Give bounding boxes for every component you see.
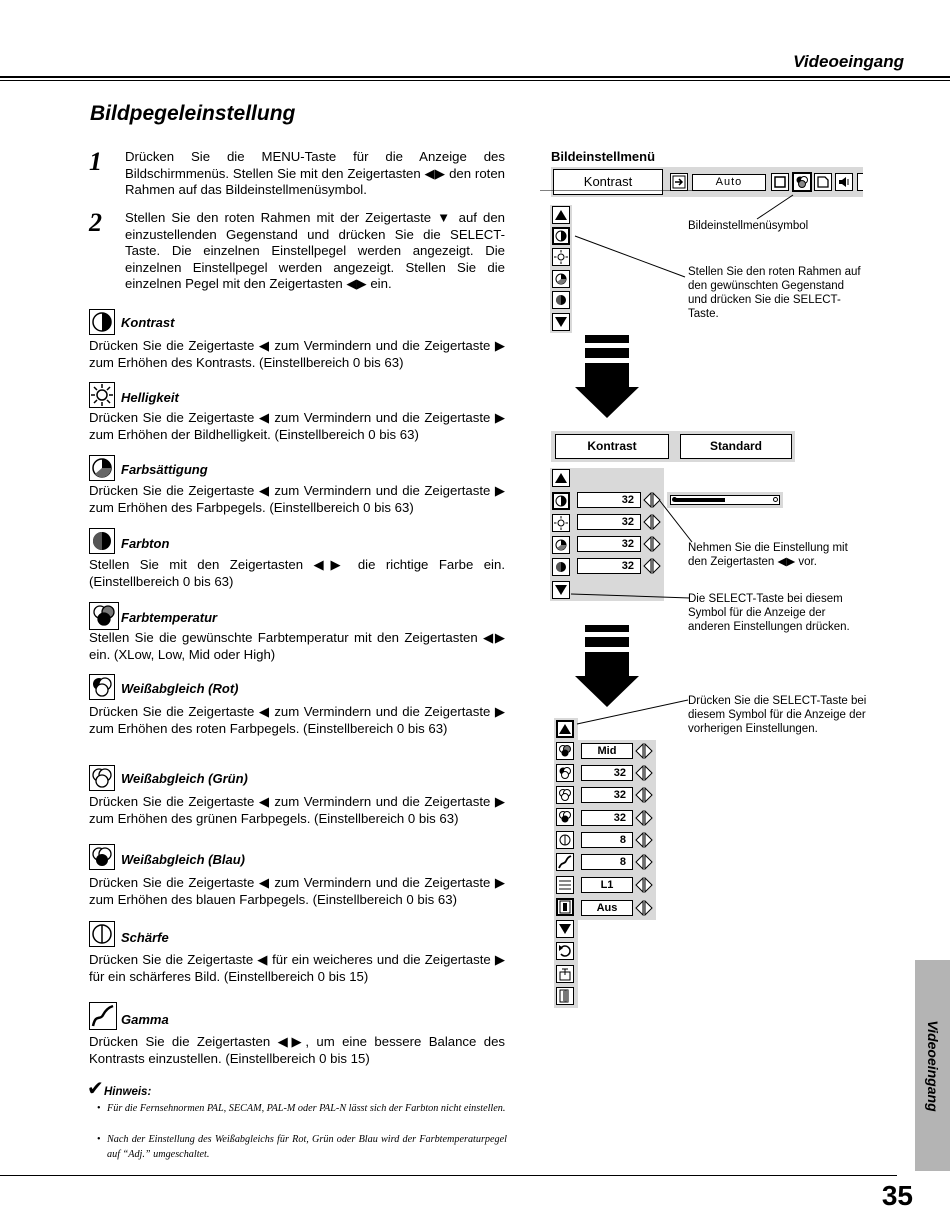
up-arrow-icon[interactable] [556, 720, 574, 738]
tint-icon [89, 528, 115, 554]
brightness-icon[interactable] [552, 514, 570, 532]
sound-icon [835, 173, 853, 191]
section-body-tint: Stellen Sie mit den Zeigertasten ◀▶ die richtige Farbe ein. (Einstellbereich 0 bis 63) [89, 557, 505, 589]
up-arrow-icon[interactable] [552, 469, 570, 487]
menu2-value-tint: 32 [577, 558, 641, 574]
note-item [97, 1101, 507, 1116]
sharpness-icon [89, 921, 115, 947]
label-select-item: Stellen Sie den roten Rahmen auf den gewünschten Gegenstand und drücken Sie die SELECT-Taste. [688, 266, 861, 320]
menu1-mode-box[interactable]: Kontrast [553, 169, 663, 195]
note-title: Hinweis: [104, 1086, 152, 1098]
store-icon[interactable] [556, 965, 574, 983]
section-title-gamma: Gamma [121, 1012, 169, 1027]
callout-lines-2 [570, 500, 695, 600]
sharpness-icon[interactable] [556, 831, 574, 849]
setting-icon [814, 173, 832, 191]
section-title-tint: Farbton [121, 536, 170, 551]
left-right-arrows-icon[interactable] [635, 900, 653, 916]
white-balance-blue-icon [89, 844, 115, 870]
section-body-color-temp: Stellen Sie die gewünschte Farbtemperatur mit den Zeigertasten ◀▶ ein. (XLow, Low, Mid oder High) [89, 630, 505, 662]
note-item [97, 1132, 507, 1162]
down-arrow-icon[interactable] [552, 581, 570, 599]
white-balance-green-icon [89, 765, 115, 791]
color-saturation-icon [89, 455, 115, 481]
down-arrow-icon[interactable] [552, 313, 570, 331]
tint-icon[interactable] [552, 291, 570, 309]
menu2-value-contrast: 32 [577, 492, 641, 508]
left-right-arrows-icon[interactable] [635, 810, 653, 826]
menu1-source-box[interactable]: Auto [692, 174, 766, 191]
checkmark-icon: ✔ [87, 1078, 104, 1100]
down-arrow-large-icon [575, 363, 639, 418]
section-title-wb-blue: Weißabgleich (Blau) [121, 852, 245, 867]
side-tab-label: Videoeingang [924, 1019, 941, 1112]
step-1-text: Drücken Sie die MENU-Taste für die Anzeige des Bildschirmmenüs. Stellen Sie mit den Zeigertasten ◀▶ den roten Rahmen auf das Bildeinstellmenüsymbol. [125, 149, 505, 197]
color-temperature-icon [89, 602, 119, 630]
menu3-value-wb-blue: 32 [581, 810, 633, 826]
page-title: Bildpegeleinstellung [90, 102, 296, 125]
gamma-icon[interactable] [556, 853, 574, 871]
step-2-number: 2 [89, 208, 102, 237]
menu2-value-brightness: 32 [577, 514, 641, 530]
section-title-color-temp: Farbtemperatur [121, 610, 218, 625]
section-body-wb-blue: Drücken Sie die Zeigertaste ◀ zum Vermindern und die Zeigertaste ▶ zum Erhöhen des blauen Farbpegels. (Einstellbereich 0 bis 63) [89, 875, 505, 907]
white-balance-green-icon[interactable] [556, 786, 574, 804]
left-right-arrows-icon[interactable] [635, 787, 653, 803]
section-body-gamma: Drücken Sie die Zeigertasten ◀▶, um eine bessere Balance des Kontrasts einzustellen. (Einstellbereich 0 bis 15) [89, 1034, 505, 1066]
noise-reduction-icon[interactable] [556, 876, 574, 894]
menu3-value-wb-red: 32 [581, 765, 633, 781]
section-body-brightness: Drücken Sie die Zeigertaste ◀ zum Vermindern und die Zeigertaste ▶ zum Erhöhen der Bildhelligkeit. (Einstellbereich 0 bis 63) [89, 410, 505, 442]
step-2-text: Stellen Sie den roten Rahmen mit der Zeigertaste ▼ auf den einzustellenden Gegenstand und drücken Sie die SELECT-Taste. Die einzelnen Einstellpegel werden angezeigt. Die einzelnen Einstellpegel werden angezeigt. Stellen Sie die einzelnen Pegel mit den Zeigertasten ◀▶ ein. [125, 210, 505, 291]
callout-lines-1 [540, 190, 700, 290]
menu2-preset-box[interactable]: Standard [680, 434, 792, 459]
page-number: 35 [881, 1180, 913, 1211]
tint-icon[interactable] [552, 558, 570, 576]
section-body-wb-green: Drücken Sie die Zeigertaste ◀ zum Vermindern und die Zeigertaste ▶ zum Erhöhen des grünen Farbpegels. (Einstellbereich 0 bis 63) [89, 794, 505, 826]
menu3-value-gamma: 8 [581, 854, 633, 870]
menu3-value-sharpness: 8 [581, 832, 633, 848]
label-next-page: Die SELECT-Taste bei diesem Symbol für die Anzeige der anderen Einstellungen drücken. [688, 593, 850, 633]
bullet: • [97, 1103, 101, 1114]
menu3-value-noise-reduction: L1 [581, 877, 633, 893]
header-rule-thin [0, 80, 950, 81]
color-saturation-icon[interactable] [552, 536, 570, 554]
quit-icon[interactable] [556, 987, 574, 1005]
contrast-icon [89, 309, 115, 335]
arrow-bar-1 [585, 625, 629, 632]
footer-rule [0, 1175, 897, 1176]
menu3-value-progressive: Aus [581, 900, 633, 916]
left-right-arrows-icon[interactable] [635, 743, 653, 759]
label-prev-page: Drücken Sie die SELECT-Taste bei diesem Symbol für die Anzeige der vorherigen Einstellungen. [688, 695, 867, 735]
menu3-value-wb-green: 32 [581, 787, 633, 803]
label-menu-symbol: Bildeinstellmenüsymbol [688, 220, 809, 232]
header-rule-thick [0, 76, 950, 78]
left-right-arrows-icon[interactable] [635, 765, 653, 781]
screen-icon [771, 173, 789, 191]
section-title-brightness: Helligkeit [121, 390, 179, 405]
bullet: • [97, 1134, 101, 1145]
side-tab [915, 960, 950, 1171]
section-title-saturation: Farbsättigung [121, 462, 208, 477]
down-arrow-icon[interactable] [556, 920, 574, 938]
section-body-saturation: Drücken Sie die Zeigertaste ◀ zum Vermindern und die Zeigertaste ▶ zum Erhöhen des Farbpegels. (Einstellbereich 0 bis 63) [89, 483, 505, 515]
section-title-wb-red: Weißabgleich (Rot) [121, 681, 239, 696]
callout-line-3 [575, 698, 690, 728]
label-adjust: Nehmen Sie die Einstellung mit den Zeigertasten ◀▶ vor. [688, 542, 848, 568]
menu1-bar-edge [857, 173, 863, 191]
white-balance-red-icon[interactable] [556, 764, 574, 782]
menu2-mode-box[interactable]: Kontrast [555, 434, 669, 459]
note-item-text: Für die Fernsehnormen PAL, SECAM, PAL-M oder PAL-N lässt sich der Farbton nicht einstellen. [107, 1103, 506, 1114]
contrast-icon[interactable] [552, 492, 570, 510]
white-balance-blue-icon[interactable] [556, 808, 574, 826]
arrow-bar-1 [585, 335, 629, 343]
reset-icon[interactable] [556, 942, 574, 960]
diagram-title: Bildeinstellmenü [551, 149, 656, 164]
brightness-icon [89, 382, 115, 408]
arrow-bar-2 [585, 348, 629, 358]
left-right-arrows-icon[interactable] [635, 832, 653, 848]
input-icon [670, 173, 688, 191]
slider-knob-right [773, 497, 778, 502]
section-title-contrast: Kontrast [121, 315, 175, 330]
progressive-icon[interactable] [556, 898, 574, 916]
step-1-number: 1 [89, 147, 102, 176]
white-balance-red-icon [89, 674, 115, 700]
image-menu-icon[interactable] [792, 172, 812, 192]
menu3-value-color-temp: Mid [581, 743, 633, 759]
header-title: Videoeingang [793, 52, 904, 71]
section-body-sharpness: Drücken Sie die Zeigertaste ◀ für ein weicheres und die Zeigertaste ▶ für ein schärferes Bild. (Einstellbereich 0 bis 15) [89, 952, 505, 984]
left-right-arrows-icon[interactable] [635, 854, 653, 870]
section-title-wb-green: Weißabgleich (Grün) [121, 771, 248, 786]
color-temperature-icon[interactable] [556, 742, 574, 760]
gamma-icon [89, 1002, 117, 1030]
menu2-value-saturation: 32 [577, 536, 641, 552]
left-right-arrows-icon[interactable] [635, 877, 653, 893]
arrow-bar-2 [585, 637, 629, 647]
section-body-contrast: Drücken Sie die Zeigertaste ◀ zum Vermindern und die Zeigertaste ▶ zum Erhöhen des Kontrasts. (Einstellbereich 0 bis 63) [89, 338, 505, 370]
section-body-wb-red: Drücken Sie die Zeigertaste ◀ zum Vermindern und die Zeigertaste ▶ zum Erhöhen des roten Farbpegels. (Einstellbereich 0 bis 63) [89, 704, 505, 736]
section-title-sharpness: Schärfe [121, 930, 169, 945]
note-item-text: Nach der Einstellung des Weißabgleichs für Rot, Grün oder Blau wird der Farbtemperaturpegel auf “Adj.” umgeschaltet. [107, 1134, 507, 1160]
